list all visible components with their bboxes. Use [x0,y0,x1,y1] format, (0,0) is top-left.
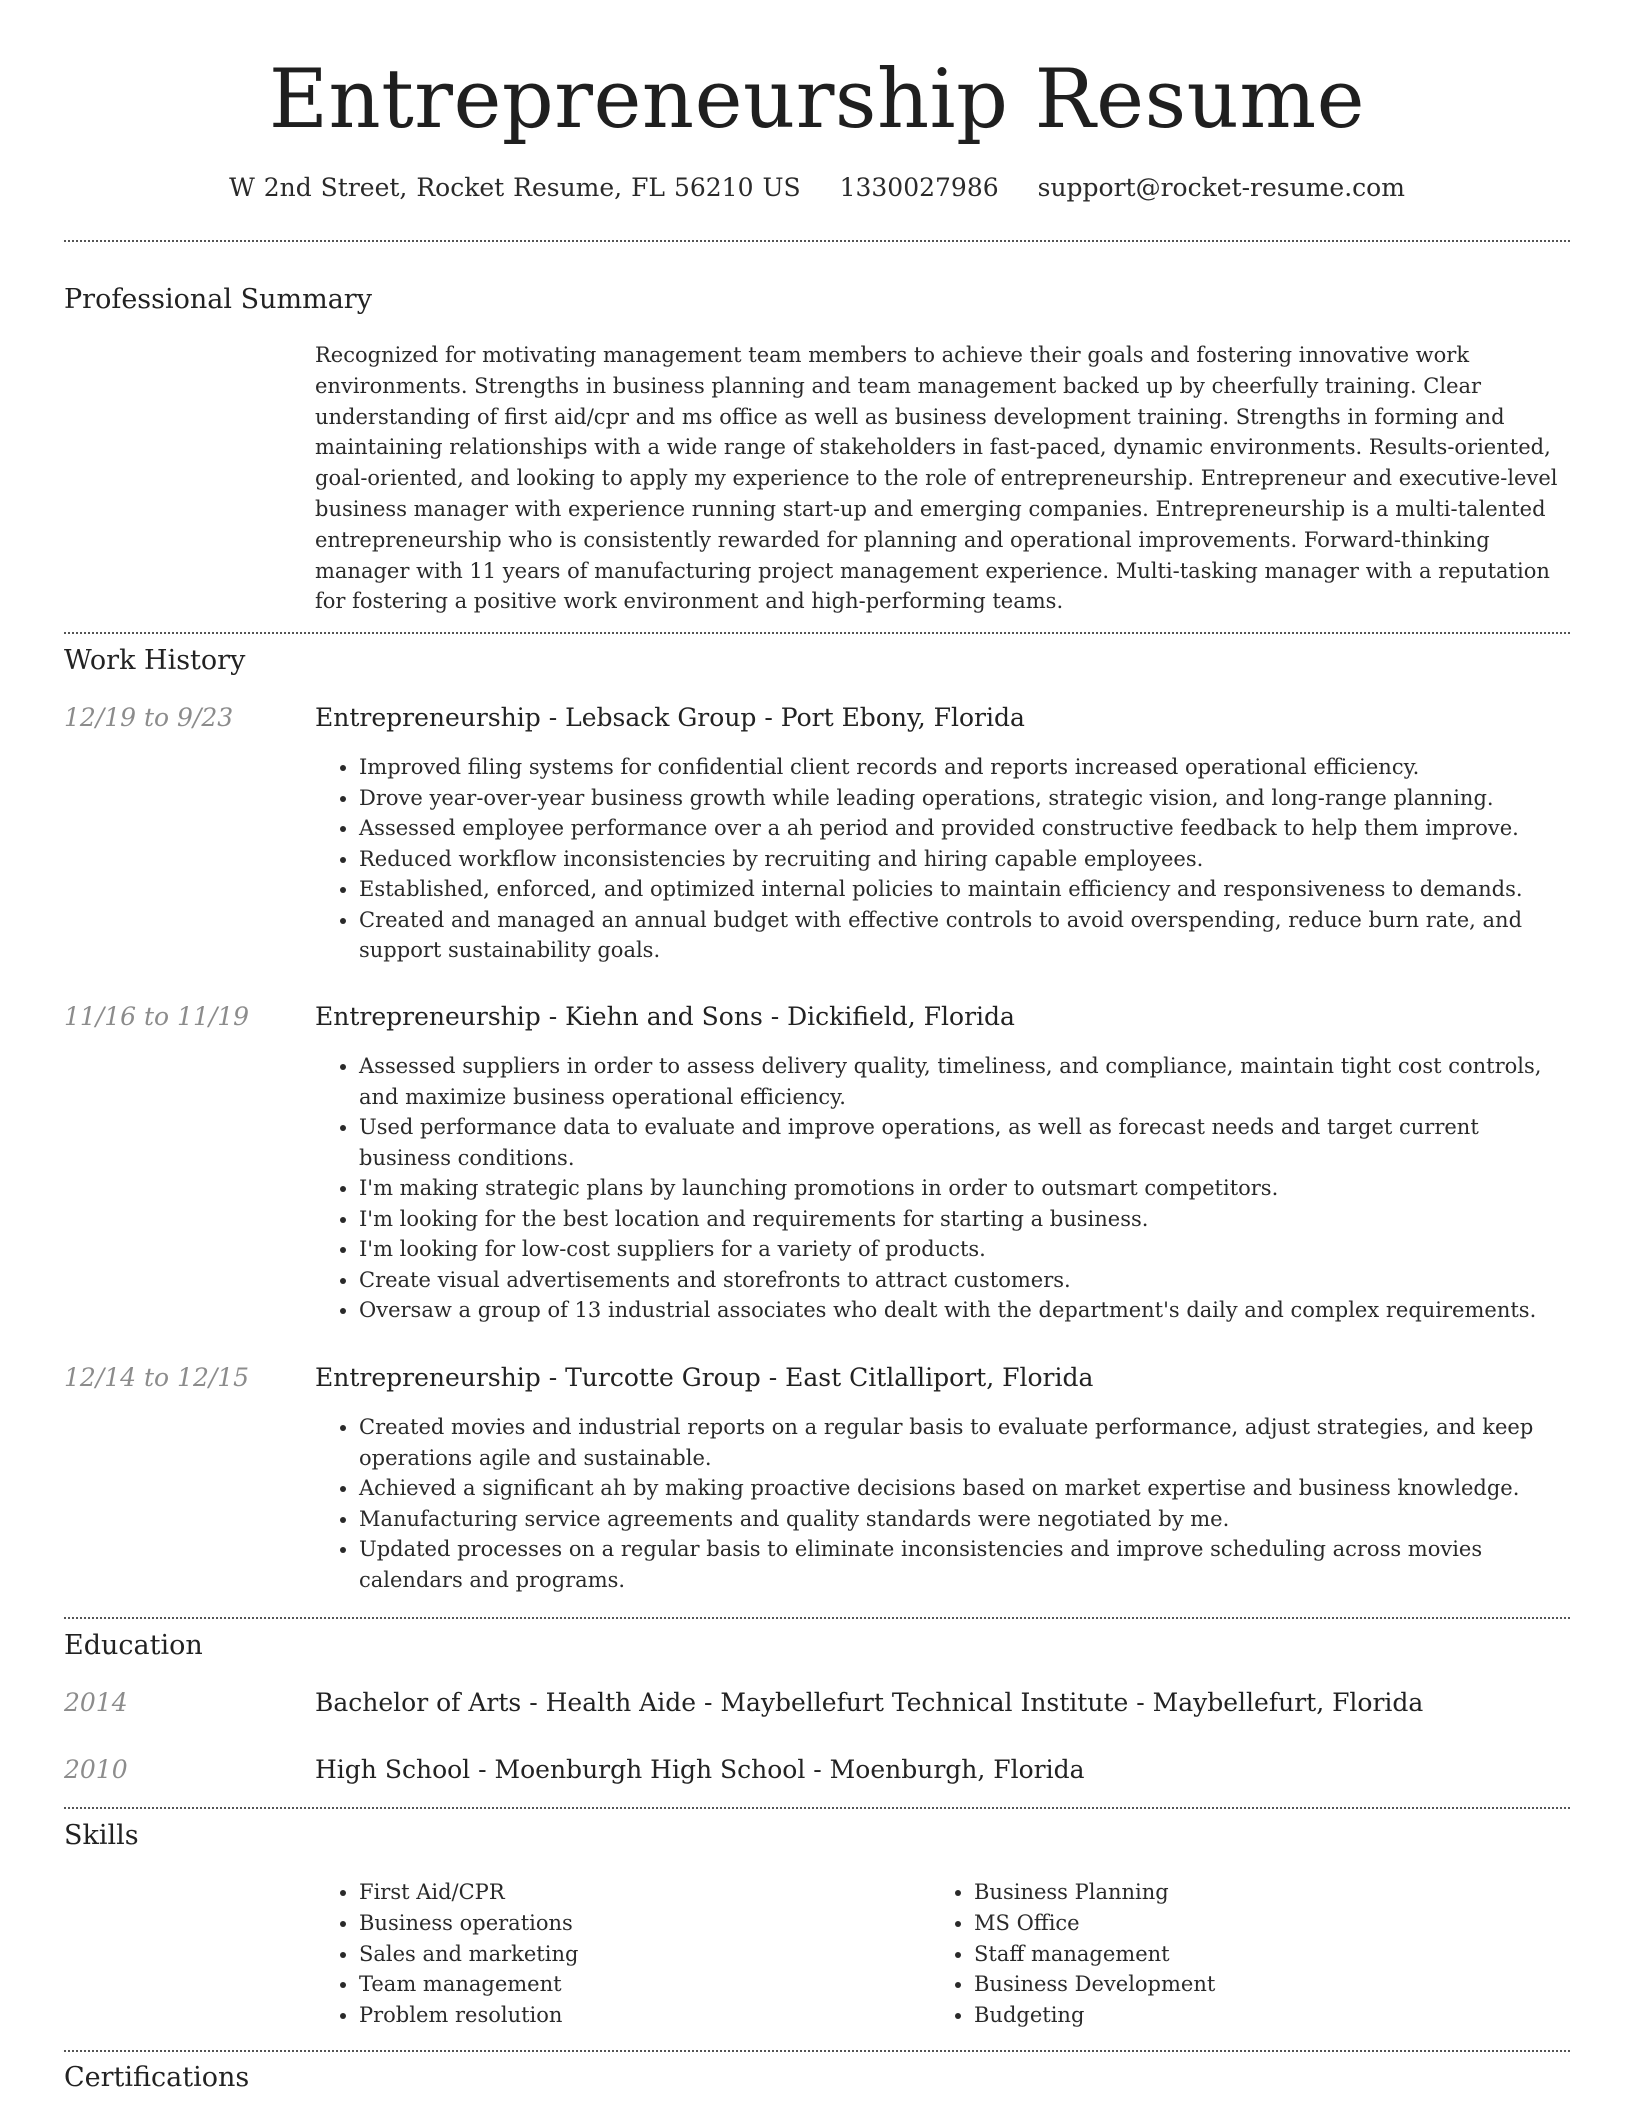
skill-item: • Budgeting [974,2000,1530,2031]
skill-item: • Business operations [359,1908,915,1939]
job-title: Entrepreneurship - Kiehn and Sons - Dickifield, Florida [315,1002,1015,1031]
job-bullet: • I'm looking for the best location and requirements for starting a business. [359,1204,1570,1235]
skill-item: • Sales and marketing [359,1939,915,1970]
job-bullet: • Drove year-over-year business growth while leading operations, strategic vision, and long-range planning. [359,783,1570,814]
job-bullets [315,752,1570,966]
job-dates: 11/16 to 11/19 [64,1002,250,1031]
contact-phone: 1330027986 [839,173,999,202]
contact-address: W 2nd Street, Rocket Resume, FL 56210 US [229,173,801,202]
education-title: High School - Moenburgh High School - Moenburgh, Florida [315,1755,1085,1784]
job-dates: 12/19 to 9/23 [64,703,234,732]
skills-list-left [315,1877,915,2031]
job-bullet: • Established, enforced, and optimized internal policies to maintain efficiency and responsiveness to demands. [359,874,1570,905]
skill-item: • Staff management [974,1939,1530,1970]
skill-item: • Team management [359,1969,915,2000]
skill-item: • Problem resolution [359,2000,915,2031]
job-bullet: • Created movies and industrial reports on a regular basis to evaluate performance, adjust strategies, and keep operations agile and sustainable. [359,1412,1570,1473]
job-bullet: • Improved filing systems for confidential client records and reports increased operational efficiency. [359,752,1570,783]
job-bullet: • Oversaw a group of 13 industrial associates who dealt with the department's daily and complex requirements. [359,1295,1570,1326]
summary-text: Recognized for motivating management team members to achieve their goals and fostering innovative work environments. Strengths in business planning and team management backed up by cheerfully training. Clear understanding of first aid/cpr and ms office as well as business development training. Strengths in forming and maintaining relationships with a wide range of stakeholders in fast-paced, dynamic environments. Results-oriented, goal-oriented, and looking to apply my experience to the role of entrepreneurship. Entrepreneur and executive-level business manager with experience running start-up and emerging companies. Entrepreneurship is a multi-talented entrepreneurship who is consistently rewarded for planning and operational improvements. Forward-thinking manager with 11 years of manufacturing project management experience. Multi-tasking manager with a reputation for fostering a positive work environment and high-performing teams. [315,343,1558,614]
job-bullet: • I'm making strategic plans by launching promotions in order to outsmart competitors. [359,1173,1570,1204]
job-bullet: • Create visual advertisements and storefronts to attract customers. [359,1265,1570,1296]
job-bullet: • Updated processes on a regular basis to eliminate inconsistencies and improve scheduling across movies calendars and programs. [359,1534,1570,1595]
job-bullet: • Used performance data to evaluate and improve operations, as well as forecast needs and target current business conditions. [359,1112,1570,1173]
section-divider [64,240,1570,242]
education-year: 2014 [64,1688,128,1717]
education-heading: Education [64,1630,203,1661]
skill-item: • Business Development [974,1969,1530,2000]
skill-item: • MS Office [974,1908,1530,1939]
job-dates: 12/14 to 12/15 [64,1363,250,1392]
section-divider [64,1807,1570,1809]
section-divider [64,632,1570,634]
contact-email: support@rocket-resume.com [1037,173,1405,202]
skills-list-right [930,1877,1530,2031]
resume-title: Entrepreneurship Resume [268,53,1366,147]
contact-line [64,170,1570,206]
job-bullets [315,1412,1570,1595]
skills-heading: Skills [64,1820,139,1851]
work-history-heading: Work History [64,645,246,676]
certifications-heading: Certifications [64,2062,250,2093]
education-year: 2010 [64,1755,128,1784]
job-title: Entrepreneurship - Turcotte Group - East Citlalliport, Florida [315,1363,1094,1392]
job-bullets [315,1051,1570,1326]
education-title: Bachelor of Arts - Health Aide - Maybellefurt Technical Institute - Maybellefurt, Florida [315,1688,1424,1717]
job-bullet: • Reduced workflow inconsistencies by recruiting and hiring capable employees. [359,844,1570,875]
section-divider [64,2050,1570,2052]
job-title: Entrepreneurship - Lebsack Group - Port Ebony, Florida [315,703,1025,732]
skill-item: • First Aid/CPR [359,1877,915,1908]
job-bullet: • Assessed suppliers in order to assess delivery quality, timeliness, and compliance, maintain tight cost controls, and maximize business operational efficiency. [359,1051,1570,1112]
job-bullet: • I'm looking for low-cost suppliers for a variety of products. [359,1234,1570,1265]
skill-item: • Business Planning [974,1877,1530,1908]
section-divider [64,1617,1570,1619]
job-bullet: • Assessed employee performance over a ah period and provided constructive feedback to help them improve. [359,813,1570,844]
job-bullet: • Manufacturing service agreements and quality standards were negotiated by me. [359,1504,1570,1535]
job-bullet: • Achieved a significant ah by making proactive decisions based on market expertise and business knowledge. [359,1473,1570,1504]
job-bullet: • Created and managed an annual budget with effective controls to avoid overspending, reduce burn rate, and support sustainability goals. [359,905,1570,966]
summary-heading: Professional Summary [64,284,372,315]
